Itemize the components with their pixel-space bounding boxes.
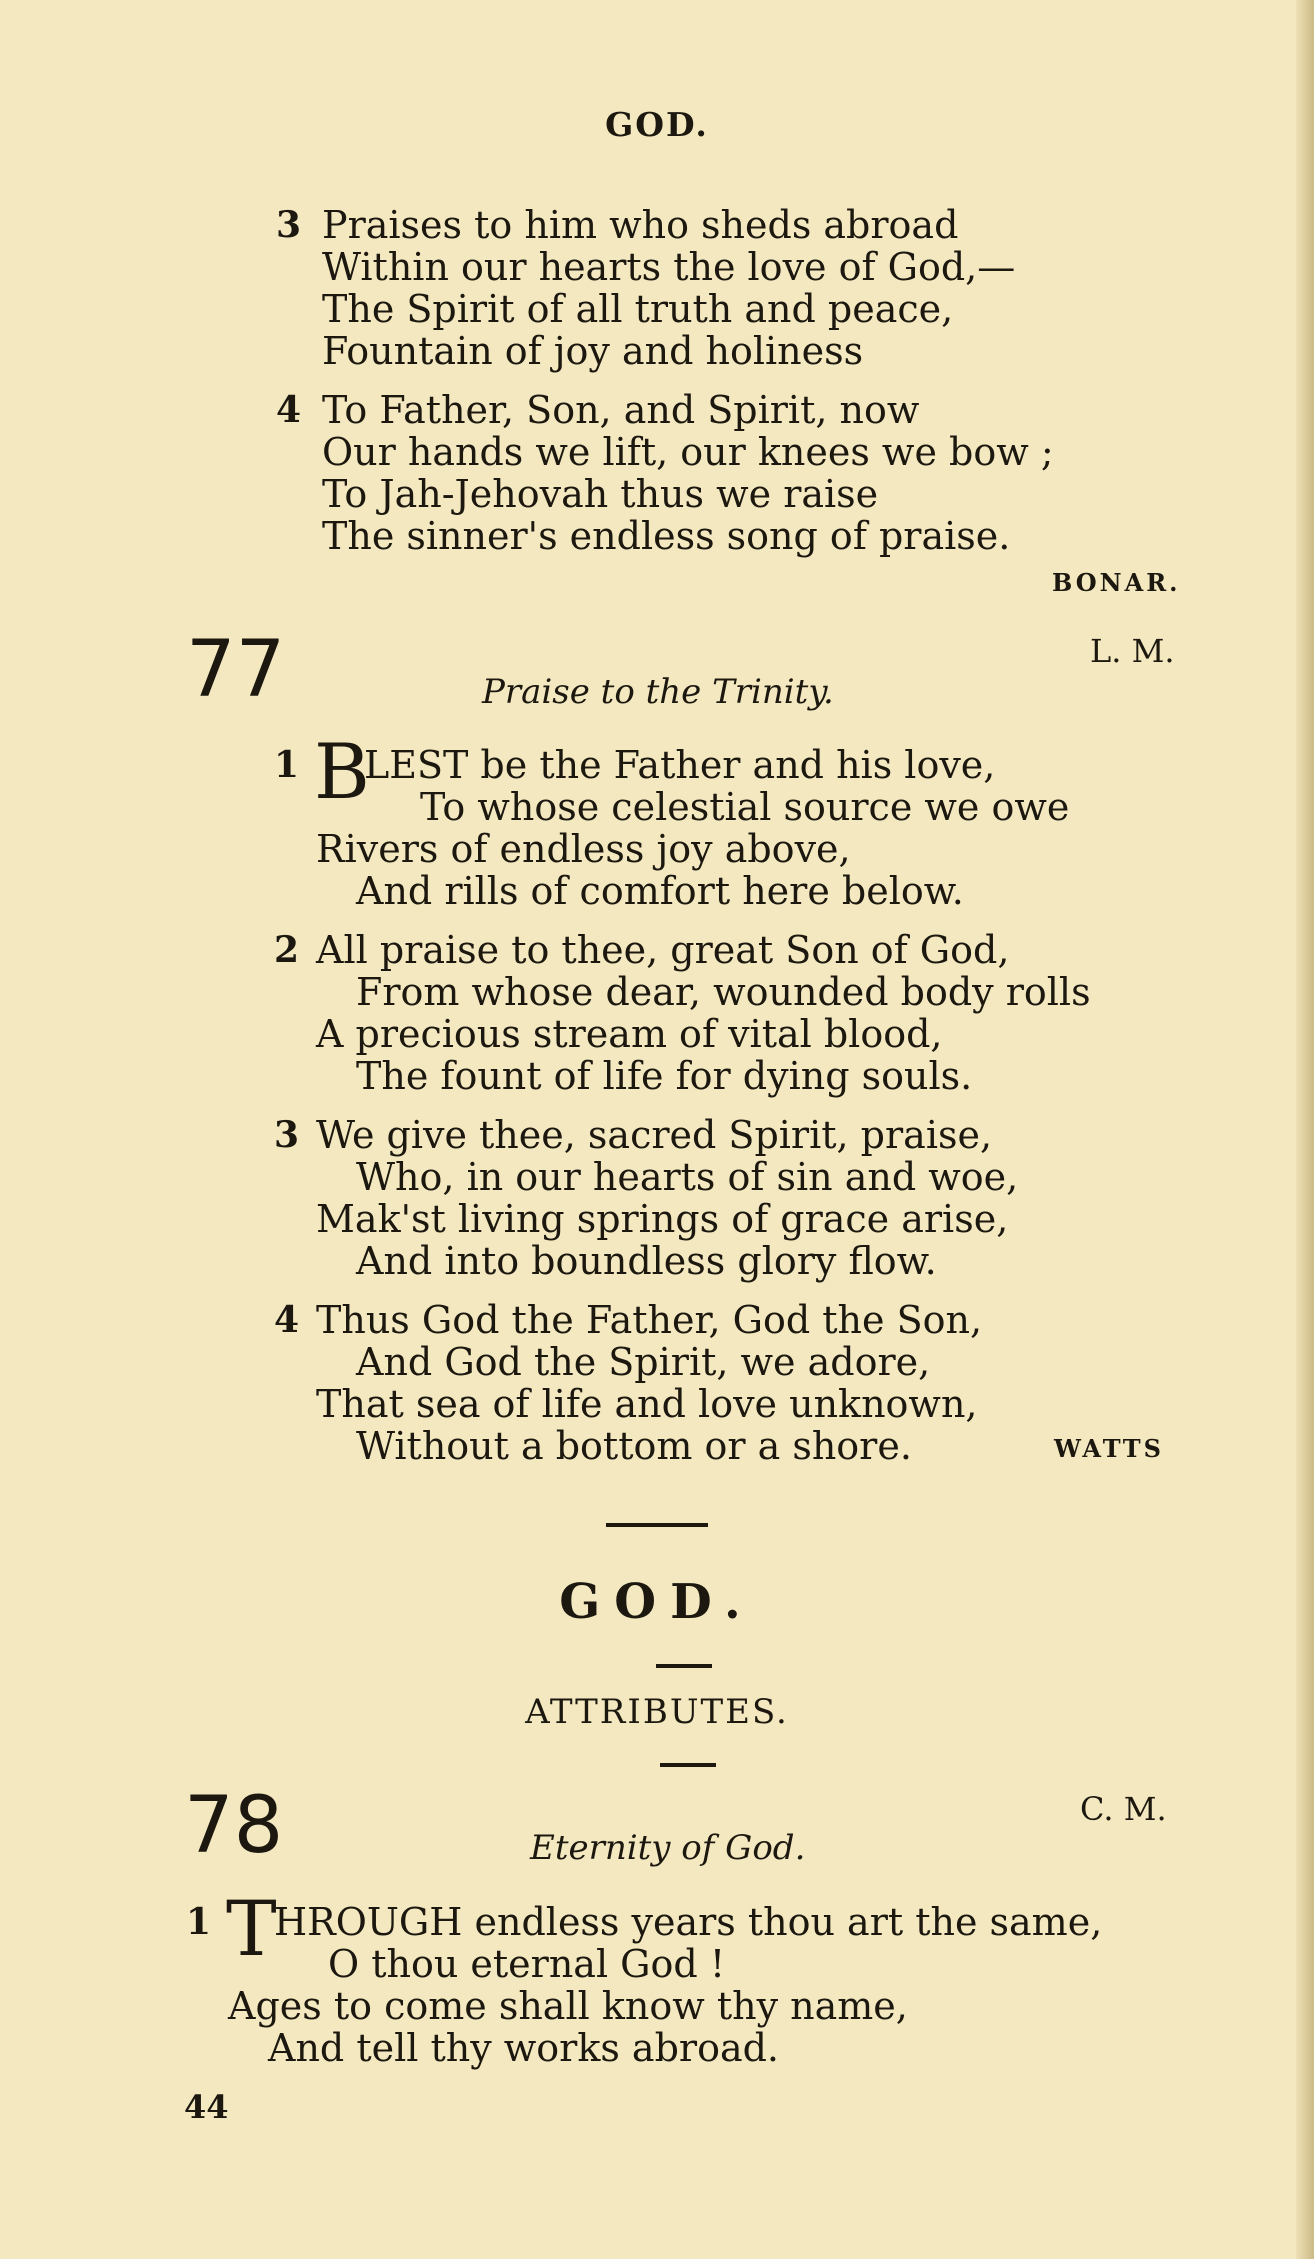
verse-line: That sea of life and love unknown, [316,1382,978,1426]
hymn-title: Eternity of God. [530,1828,806,1868]
verse-number: 4 [274,1299,300,1341]
hymn-meter: L. M. [1090,632,1175,670]
verse-line: The fount of life for dying souls. [356,1054,973,1098]
running-head: GOD. [605,105,709,144]
verse-number: 3 [276,204,302,246]
verse-line: Thus God the Father, God the Son, [316,1298,983,1342]
verse-line: And into boundless glory flow. [356,1239,937,1283]
verse-line: From whose dear, wounded body rolls [356,970,1091,1014]
verse-number: 3 [274,1114,300,1156]
hymn-meter: C. M. [1080,1790,1167,1828]
hymn-author: BONAR. [1052,568,1181,597]
verse-line: Fountain of joy and holiness [322,329,864,373]
page-number: 44 [184,2088,229,2126]
verse-line: The sinner's endless song of praise. [322,514,1011,558]
verse-line: To Father, Son, and Spirit, now [322,388,920,432]
divider-rule [656,1664,712,1668]
verse-line: HROUGH endless years thou art the same, [274,1900,1103,1944]
hymn-number: 77 [186,625,286,715]
verse-line: We give thee, sacred Spirit, praise, [316,1113,993,1157]
drop-cap: T [226,1884,277,1973]
divider-rule [660,1763,716,1767]
verse-line: To Jah-Jehovah thus we raise [322,472,879,516]
drop-cap: B [314,727,370,816]
hymn-title: Praise to the Trinity. [482,672,834,712]
verse-line: All praise to thee, great Son of God, [316,928,1010,972]
verse-line: To whose celestial source we owe [420,785,1070,829]
hymn-author: WATTS [1054,1434,1164,1463]
verse-line: Our hands we lift, our knees we bow ; [322,430,1054,474]
verse-line: Who, in our hearts of sin and woe, [356,1155,1019,1199]
verse-line: Within our hearts the love of God,— [322,245,1016,289]
verse-line: The Spirit of all truth and peace, [322,287,954,331]
verse-line: Without a bottom or a shore. [356,1424,912,1468]
verse-line: Praises to him who sheds abroad [322,203,959,247]
verse-line: Rivers of endless joy above, [316,827,851,871]
verse-number: 1 [186,1901,212,1943]
verse-number: 1 [274,744,300,786]
verse-line: LEST be the Father and his love, [364,743,996,787]
verse-line: And God the Spirit, we adore, [356,1340,931,1384]
verse-line: Mak'st living springs of grace arise, [316,1197,1009,1241]
verse-number: 4 [276,389,302,431]
section-subtitle: ATTRIBUTES. [525,1692,789,1732]
verse-line: And tell thy works abroad. [268,2026,780,2070]
divider-rule [606,1523,708,1527]
verse-line: Ages to come shall know thy name, [228,1984,908,2028]
verse-line: And rills of comfort here below. [356,869,964,913]
verse-number: 2 [274,929,300,971]
section-title: GOD. [559,1574,755,1630]
page-edge [1296,0,1314,2259]
verse-line: O thou eternal God ! [328,1942,726,1986]
verse-line: A precious stream of vital blood, [316,1012,943,1056]
hymn-number: 78 [184,1781,284,1871]
